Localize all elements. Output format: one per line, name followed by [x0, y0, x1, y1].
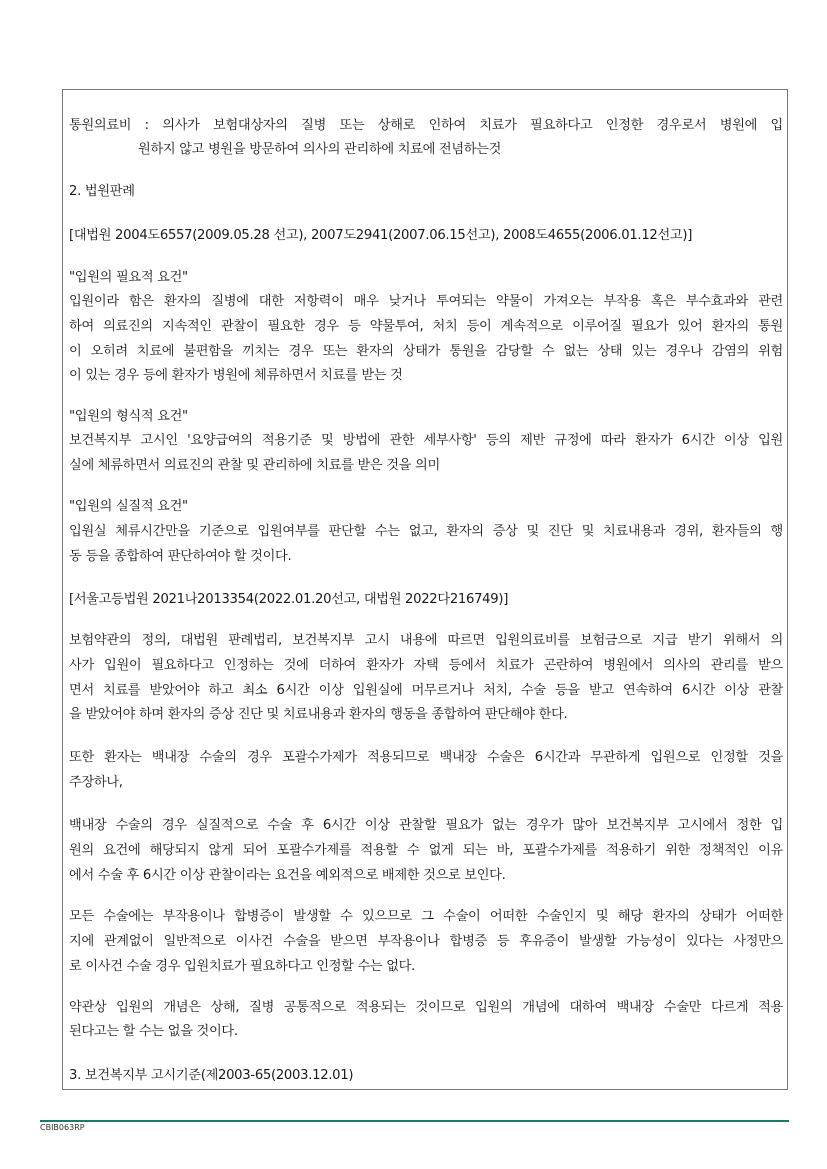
text-line: 면서 치료를 받았어야 하고 최소 6시간 이상 입원실에 머무르거나 처치, 수술 등을 받고 연속하여 6시간 이상 관찰 [69, 683, 783, 698]
text-line: 하여 의료진의 지속적인 관찰이 필요한 경우 등 약물투여, 처치 등이 계속적으로 이루어질 필요가 있어 환자의 통원 [69, 319, 783, 334]
text-line: 사가 입원이 필요하다고 인정하는 것에 더하여 환자가 자택 등에서 치료가 곤란하여 병원에서 의사의 관리를 받으 [69, 658, 783, 673]
text-line: 입원이라 함은 환자의 질병에 대한 저항력이 매우 낮거나 투여되는 약물이 가져오는 부작용 혹은 부수효과와 관련 [69, 294, 783, 309]
subheading: "입원의 형식적 요건" [69, 409, 188, 424]
text-line: 동 등을 종합하여 판단하여야 할 것이다. [69, 549, 292, 564]
text-line: 지에 관계없이 일반적으로 이사건 수술을 받으면 부작용이나 합병증 등 후유증이 발생할 가능성이 있다는 사정만으 [69, 934, 783, 949]
footer-code: CBIB063RP [40, 1123, 85, 1132]
text-line: 입원실 체류시간만을 기준으로 입원여부를 판단할 수는 없고, 환자의 증상 및 진단 및 치료내용과 경위, 환자들의 행 [69, 524, 783, 539]
text-line: 보건복지부 고시인 '요양급여의 적용기준 및 방법에 관한 세부사항' 등의 제반 규정에 따라 환자가 6시간 이상 입원 [69, 433, 783, 448]
text-line: 보험약관의 정의, 대법원 판례법리, 보건복지부 고시 내용에 따르면 입원의료비를 보험금으로 지급 받기 위해서 의 [69, 633, 783, 648]
text-line: 이 있는 경우 등에 환자가 병원에 체류하면서 치료를 받는 것 [69, 368, 403, 383]
text-line: 원하지 않고 병원을 방문하여 의사의 관리하에 치료에 전념하는것 [138, 142, 502, 157]
text-line: 백내장 수술의 경우 실질적으로 수술 후 6시간 이상 관찰할 필요가 없는 경우가 많아 보건복지부 고시에서 정한 입 [69, 818, 783, 833]
text-line: 원의 요건에 해당되지 않게 되어 포괄수가제를 적용할 수 없게 되는 바, 포괄수가제를 적용하기 위한 정책적인 이유 [69, 843, 783, 858]
text-line: 이 오히려 치료에 불편함을 끼치는 경우 또는 환자의 상태가 통원을 감당할 수 없는 상태 있는 경우나 감염의 위험 [69, 344, 783, 359]
document-frame [62, 89, 788, 1090]
text-line: 약관상 입원의 개념은 상해, 질병 공통적으로 적용되는 것이므로 입원의 개념에 대하여 백내장 수술만 다르게 적용 [69, 1000, 783, 1015]
section-heading: 3. 보건복지부 고시기준(제2003-65(2003.12.01) [69, 1068, 354, 1083]
text-line: 로 이사건 수술 경우 입원치료가 필요하다고 인정할 수는 없다. [69, 959, 416, 974]
footer-divider [40, 1120, 789, 1122]
text-line: 실에 체류하면서 의료진의 관찰 및 관리하에 치료를 받은 것을 의미 [69, 458, 440, 473]
text-line: 에서 수술 후 6시간 이상 관찰이라는 요건을 예외적으로 배제한 것으로 보인다. [69, 868, 506, 883]
text-line: 통원의료비 : 의사가 보험대상자의 질병 또는 상해로 인하여 치료가 필요하다고 인정한 경우로서 병원에 입 [69, 118, 783, 133]
text-line: 된다고는 할 수는 없을 것이다. [69, 1024, 238, 1039]
subheading: "입원의 필요적 요건" [69, 270, 188, 285]
text-line: 모든 수술에는 부작용이나 합병증이 발생할 수 있으므로 그 수술이 어떠한 수술인지 및 해당 환자의 상태가 어떠한 [69, 909, 783, 924]
text-line: 주장하나, [69, 775, 123, 790]
case-citation: [서울고등법원 2021나2013354(2022.01.20선고, 대법원 2022다216749)] [69, 592, 509, 607]
section-heading: 2. 법원판례 [69, 184, 135, 199]
text-line: 또한 환자는 백내장 수술의 경우 포괄수가제가 적용되므로 백내장 수술은 6시간과 무관하게 입원으로 인정할 것을 [69, 750, 783, 765]
text-line: 을 받았어야 하며 환자의 증상 진단 및 치료내용과 환자의 행동을 종합하여 판단해야 한다. [69, 707, 568, 722]
subheading: "입원의 실질적 요건" [69, 499, 188, 514]
case-citation: [대법원 2004도6557(2009.05.28 선고), 2007도2941(2007.06.15선고), 2008도4655(2006.01.12선고)] [69, 228, 693, 243]
